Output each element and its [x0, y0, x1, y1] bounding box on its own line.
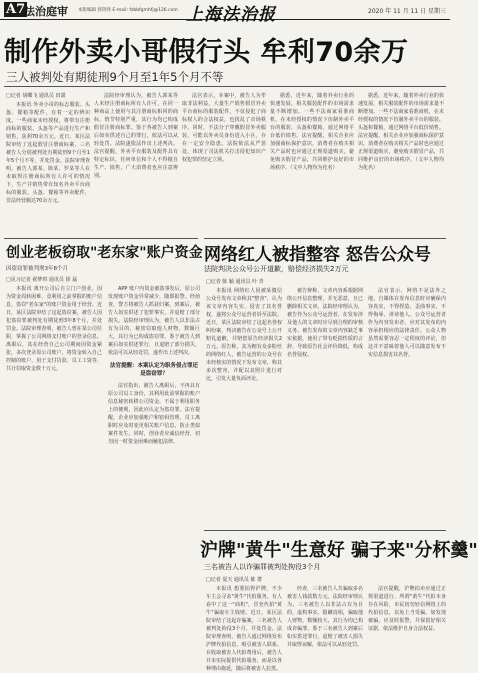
article4-column-2 [287, 585, 363, 665]
article2-boxed-note: 法官提醒：本案认定为职务侵占罪还是盗窃罪？ [110, 363, 199, 377]
article2-paragraph-1: 本报讯 离开公司后自立门户创业，因为资金周转困难，竟利用之前掌握的账户信息，盗窃"老东家"的账户资金用于经营。近日，某区法院审结了这起盗窃案，被告人因犯盗窃罪被判处有期徒刑3年8个月，并处罚金。法院审理查明，被告人曾在某公司任职，掌握了公司网络支付账户的登录信息。离职后，其在经营自己公司期间因资金紧张，多次登录原公司账户，将资金转入自己控制的账户，用于支付货款、员工工资等，共计窃取资金数十万元。 [6, 286, 102, 372]
editor-line: 本版编辑 郭剑烽 E-mail: fzbbfgmhfj@126.com [78, 8, 178, 13]
lead-paragraph-1: 本报讯 外卖小哥的标志服装、头盔、餐箱等配件，有着一定的辨识度。一些商家未经授权，将带有注册商标的服装、头盔等产品进行生产和销售，获利70余万元。近日，某区法院审结了这起假冒注册商标案，三名被告人分别被判处有期徒刑9个月至1年5个月不等，并处罚金。法院审理查明，被告人郭某、陈某、罗某等人在未取得注册商标所有人许可的情况下，生产并销售带有知名外卖平台商标的服装、头盔、餐箱等外卖配件，非法经营额达70余万元。 [6, 102, 90, 204]
article3-column-1 [206, 287, 282, 527]
lead-column-1 [6, 101, 90, 236]
article4-headline: 沪牌"黄牛"生意好 骗子来"分杯羹" [200, 540, 478, 561]
lead-divider [4, 86, 446, 87]
lead-column-5 [358, 92, 444, 236]
article3-column-3 [368, 287, 446, 527]
section-divider [4, 238, 198, 239]
article4-divider [204, 530, 446, 531]
lead-paragraph-3: 法官表示，本案中，被告人为牟取非法利益，大量生产销售假冒外卖平台商标的服装配件，不仅侵犯了商标权人的合法权益，也扰乱了市场秩序。同时，不法分子穿戴假冒外卖服装，可能以外卖员身份进入小区，存在一定安全隐患。法院依法从严惩处，体现了司法机关打击侵犯知识产权犯罪的坚定立场。 [182, 93, 266, 163]
article2-column-1 [6, 285, 102, 665]
article4-paragraph-1: 本报讯 想要拍得沪牌，不少车主会寻求"黄牛"代拍服务。有人看中了这一"商机"，冒充代拍"黄牛"骗取车主钱财。近日，某区法院审结了这起诈骗案，三名被告人被判处拘役3个月，并处罚金。法院审理查明，被告人通过网络发布沪牌代拍信息，吸引被害人联系。在收取被害人代拍费用后，被告人并未实际提供代拍服务，而是以各种理由拖延，随后将被害人拉黑。 [206, 586, 282, 672]
lead-column-4 [270, 92, 354, 236]
lead-subhead: 三人被判处有期徒刑9个月至1年5个月不等 [6, 70, 224, 84]
article4-paragraph-2: 经查，三名被告人共骗取多名被害人钱款数万元。法院经审理认为，三名被告人以非法占有为目的，虚构事实、隐瞒真相，骗取他人财物，数额较大，其行为均已构成诈骗罪。鉴于三名被告人到案后如实供述罪行，退赔了被害人损失并取得谅解，依法可以从轻处罚。 [287, 586, 363, 648]
article2-headline: 创业老板窃取"老东家"账户资金 [6, 245, 203, 261]
article2-paragraph-3: 法官指出，被告人离职后，不再具有原公司员工身份，其利用此前掌握的账户信息秘密转移公司资金，不属于利用职务上的便利，因此应认定为盗窃罪。法官提醒，企业应加强账户和密码管理，员工离职时应及时变更相关账户信息，防止类似案件发生。同时，创业者应诚信经营，切勿因一时资金困难而触犯法律。 [108, 383, 200, 445]
article2-subhead: 因盗窃罪被判刑3年8个月 [6, 266, 68, 272]
article3-byline: □记者 陈 颖 通讯员 叶 青 [206, 279, 264, 285]
article4-paragraph-3: 法官提醒，沪牌拍卖应通过正规渠道进行，所谓"黄牛"代拍本身存在风险，市民切勿轻信网络上的代拍信息，以免上当受骗。如发现被骗，应及时报警，并保留好相关证据，依法维护自身合法权益。 [368, 586, 446, 632]
article3-paragraph-1: 本报讯 网络红人因被某微信公众号发布文章称其"整容"，认为该文章内容失实，侵害了其名誉权，遂将公众号运营者诉至法院。近日，某区法院审结了这起名誉权纠纷案，判决被告在公众号上公开赔礼道歉，并赔偿原告经济损失2万元。原告称，其为拥有众多粉丝的网络红人，被告运营的公众号在未经核实的情况下发布文章，称其多次整容，并配以其照片进行对比，引发大量负面评论。 [206, 288, 282, 382]
article4-column-1 [206, 585, 282, 672]
article3-paragraph-2: 被告辩称，文章内容系根据网络公开信息整理，并无恶意，且已删除相关文章。法院经审理认为，被告作为公众号运营者，在发布涉及他人的文章时应尽到合理的审核义务。被告发布的文章内容缺乏事实依据，使用了带有贬损性质的言辞，导致原告社会评价降低，构成名誉侵权。 [287, 288, 363, 358]
lead-headline: 制作外卖小哥假行头 牟利70余万 [4, 37, 409, 68]
section-name: 法治庭审 [24, 5, 68, 18]
article2-column-2 [108, 285, 200, 359]
article2-column-3 [108, 382, 200, 665]
lead-paragraph-5: 据悉，近年来，随着外卖行业的快速发展，相关服装配件的市场需求量不断增加。一些不法商家看准商机，在未经授权的情况下仿制外卖平台的服装、头盔和餐箱，通过网络平台低价销售。法官提醒，相关企业应加强商标保护意识，消费者在购买相关产品时也应通过正规渠道购买，避免购买假冒产品，共同维护良好的市场秩序。（文中人物均为化名） [358, 93, 444, 171]
lead-paragraph-4: 据悉，近年来，随着外卖行业的快速发展，相关服装配件的市场需求量不断增加。一些不法商家看准商机，在未经授权的情况下仿制外卖平台的服装、头盔和餐箱，通过网络平台低价销售。法官提醒，相关企业应加强商标保护意识，消费者在购买相关产品时也应通过正规渠道购买，避免购买假冒产品，共同维护良好的市场秩序。（文中人物均为化名） [270, 93, 354, 171]
lead-byline: □记者 胡蝶飞 通讯员 田潇 [6, 93, 66, 99]
article4-subhead: 三名被告人以诈骗罪被判处拘役3个月 [204, 563, 321, 571]
masthead [0, 0, 450, 25]
article3-column-2 [287, 287, 363, 527]
article2-byline: □见习记者 翟梦琪 通讯员 徐 磊 [6, 277, 78, 283]
newspaper-logo: 上海法治报 [186, 5, 276, 25]
lead-column-2 [94, 92, 178, 236]
issue-date: 2020 年 11 月 11 日 星期三 [368, 8, 446, 15]
article4-column-3 [368, 585, 446, 665]
article4-byline: □记者 夏天 通讯员 陈 群 [206, 577, 263, 583]
article3-subhead: 法院判决公众号公开道歉，赔偿经济损失2万元 [204, 265, 349, 273]
page-number: A7 [6, 2, 26, 17]
article2-paragraph-2: APP 账户内资金被盗事发后，原公司发现账户资金异常减少，随即报警。经侦查，警方将被告人抓获归案。到案后，被告人如实供述了犯罪事实，并退赔了部分损失。法院经审理认为，被告人以非法占有为目的，秘密窃取他人财物，数额巨大，其行为已构成盗窃罪。鉴于被告人到案后如实供述罪行，且退赔了部分损失，依法可以从轻处罚，遂作出上述判决。 [108, 286, 200, 356]
article3-paragraph-3: 法官表示，网络不是法外之地，自媒体在发布信息时应确保内容真实，不得捏造、歪曲事实，不得侮辱、诽谤他人。公众号运营者作为内容发布者，应对其发布的内容承担相应的法律责任。公众人物虽然需要容忍一定程度的评论，但这并不意味着他人可以随意发布不实信息损害其名誉。 [368, 288, 446, 358]
article3-headline: 网络红人被指整容 怒告公众号 [204, 245, 431, 265]
article3-divider [204, 238, 446, 239]
lead-column-3 [182, 92, 266, 236]
lead-paragraph-2: 法院经审理认为，被告人郭某等人未经注册商标所有人许可，在同一种商品上使用与其注册商标相同的商标，情节特别严重，其行为均已构成假冒注册商标罪。鉴于各被告人到案后如实供述自己的罪行，依法可以从轻处罚。法院遂依法作出上述判决。法官提醒，外卖平台服装及配件具有特定标识，任何单位和个人不得擅自生产、销售，广大消费者也应注意辨别。 [94, 93, 178, 179]
